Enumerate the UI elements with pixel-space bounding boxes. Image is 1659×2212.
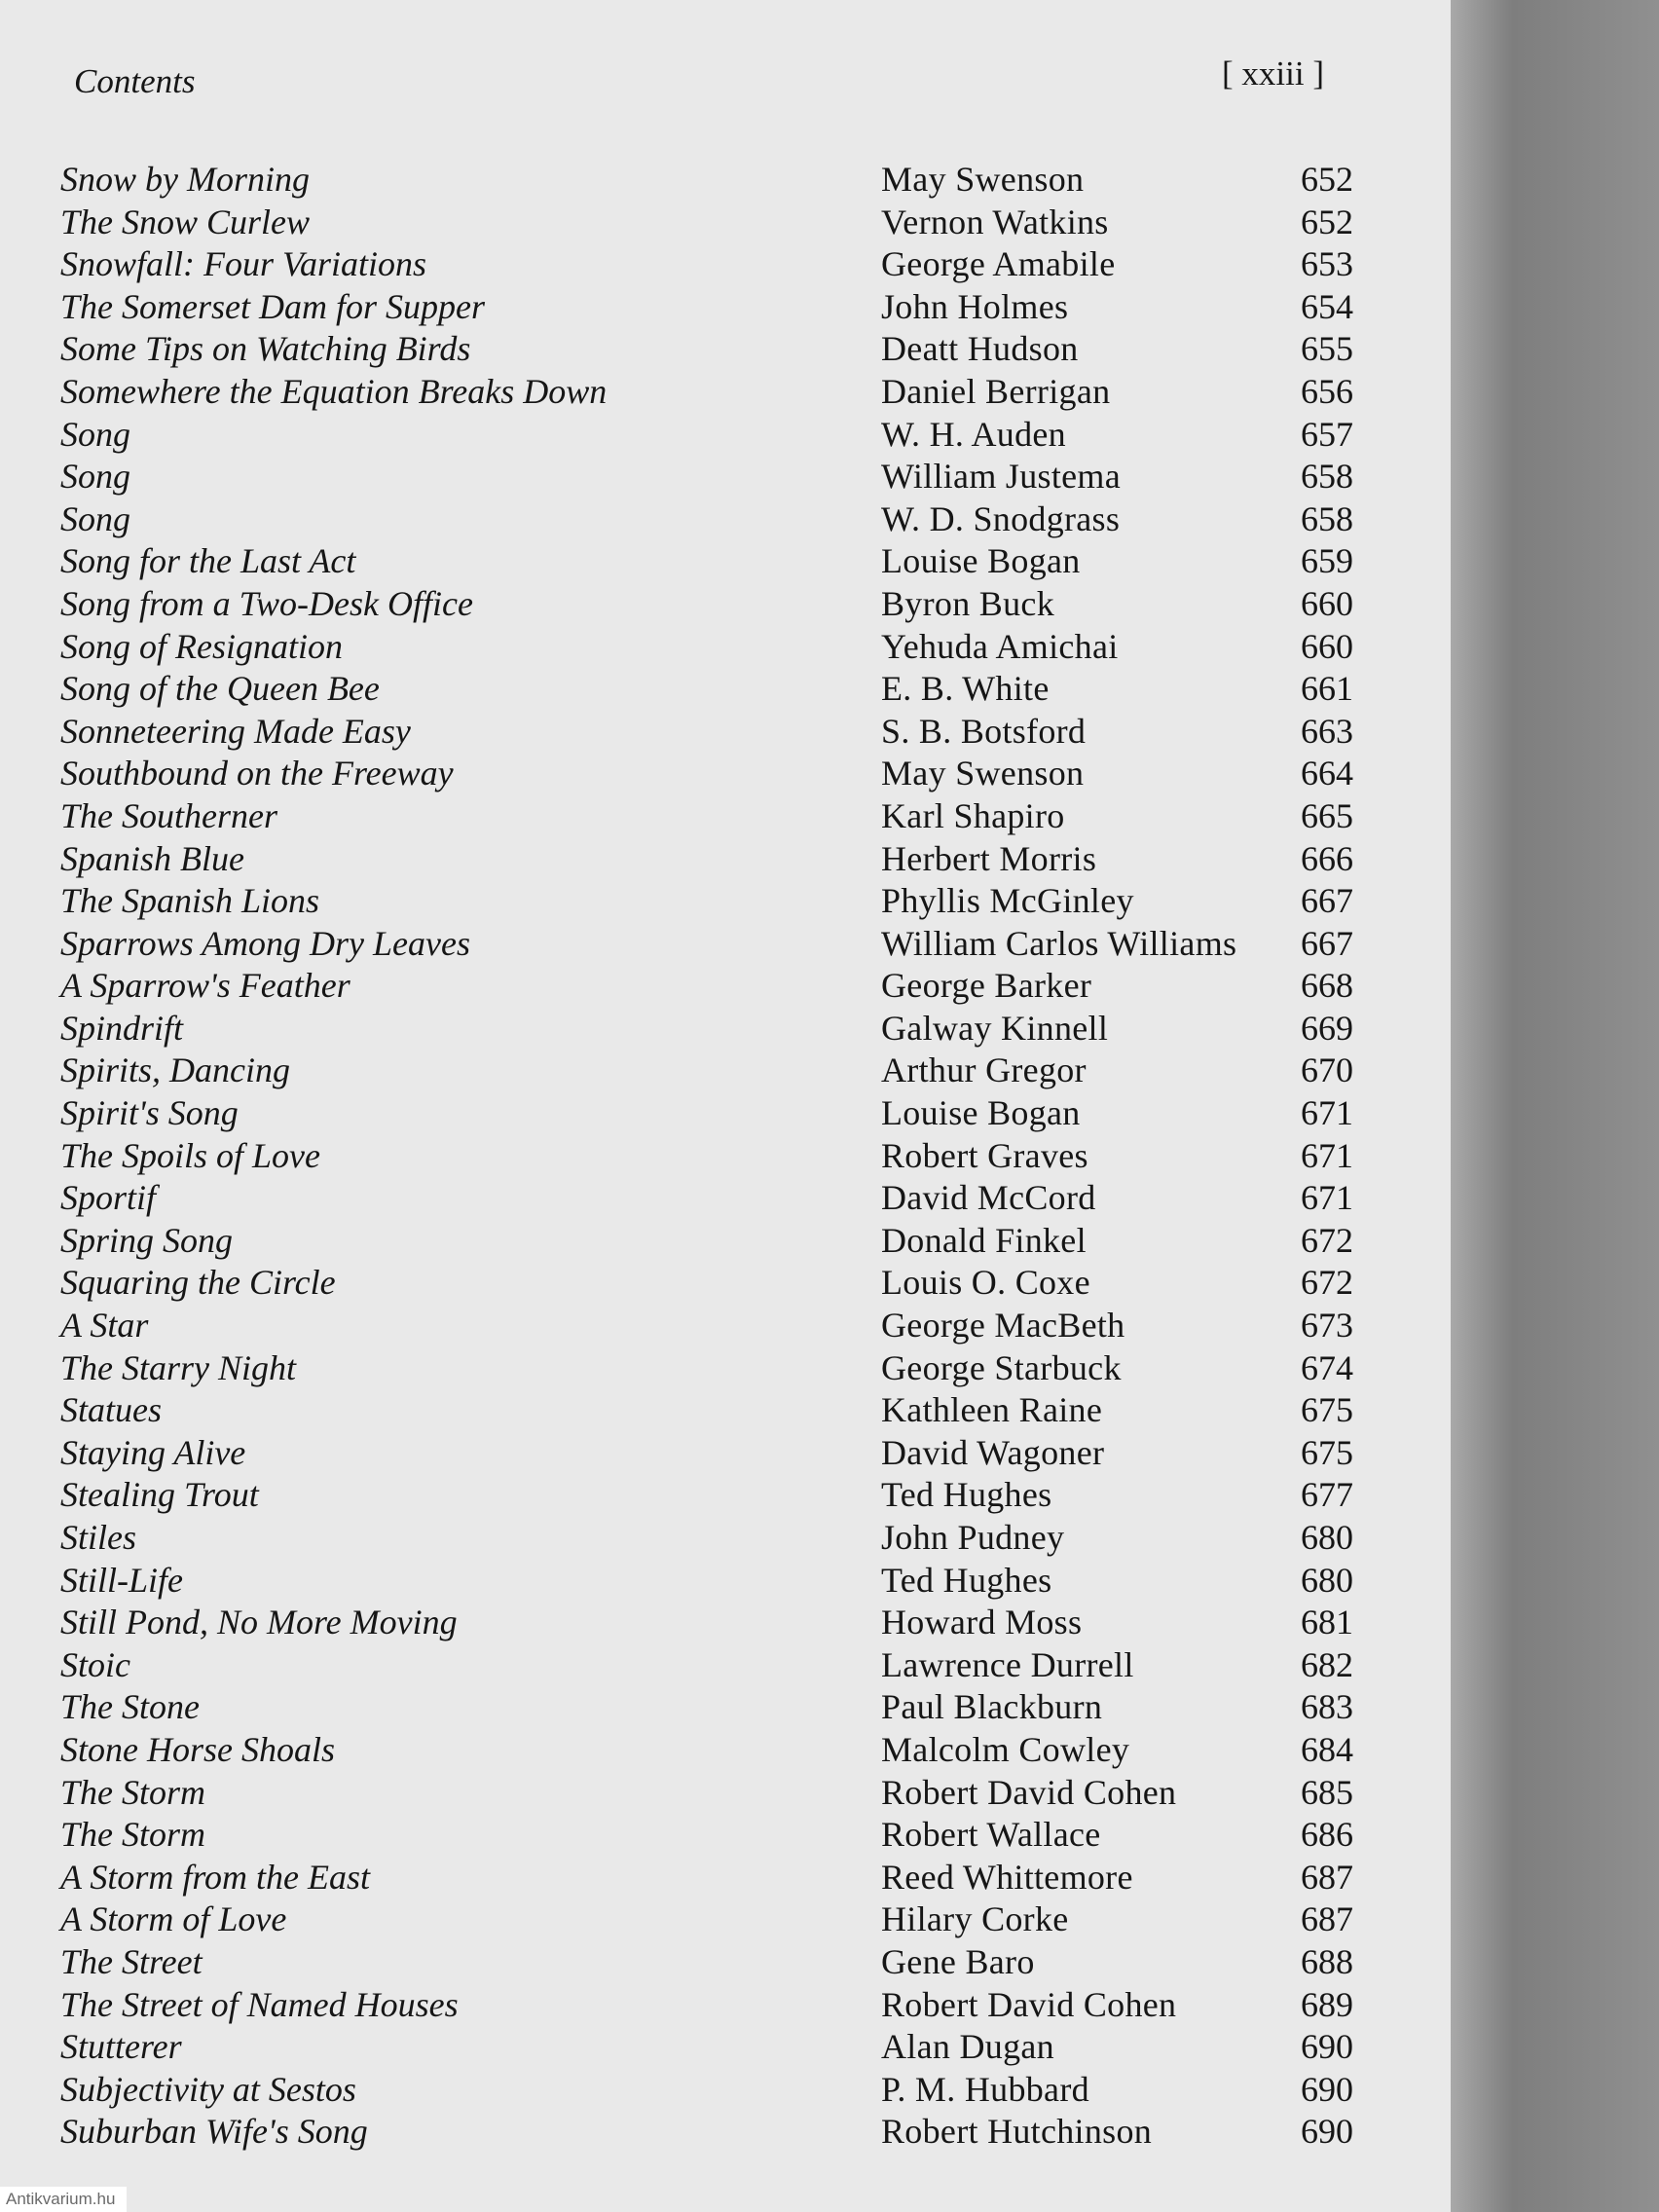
page-number: 681 xyxy=(1301,1603,1353,1642)
poem-title: The Storm xyxy=(60,1815,206,1855)
contents-entry xyxy=(0,1474,1451,1517)
poet-name: Vernon Watkins xyxy=(881,202,1109,241)
page-number: 654 xyxy=(1301,286,1353,326)
poet-name: Kathleen Raine xyxy=(881,1390,1103,1430)
poet-name: George Barker xyxy=(881,966,1092,1006)
poem-title: A Star xyxy=(60,1306,149,1346)
contents-entry xyxy=(0,1347,1451,1390)
poem-title: Some Tips on Watching Birds xyxy=(60,329,471,369)
poet-name: Ted Hughes xyxy=(881,1475,1052,1515)
contents-entry xyxy=(0,1941,1451,1984)
page-number: 690 xyxy=(1301,2069,1353,2109)
page-number: 667 xyxy=(1301,881,1353,921)
poet-name: John Pudney xyxy=(881,1518,1065,1557)
page-number: 653 xyxy=(1301,244,1353,284)
contents-entry xyxy=(0,1686,1451,1729)
contents-entry xyxy=(0,1602,1451,1644)
poet-name: Malcolm Cowley xyxy=(881,1729,1130,1769)
page-number: 672 xyxy=(1301,1220,1353,1260)
page-number: 675 xyxy=(1301,1390,1353,1430)
poet-name: May Swenson xyxy=(881,754,1085,793)
contents-entry xyxy=(0,202,1451,244)
contents-entry xyxy=(0,965,1451,1008)
poet-name: Ted Hughes xyxy=(881,1560,1052,1600)
poet-name: George MacBeth xyxy=(881,1306,1125,1346)
page-number: 673 xyxy=(1301,1306,1353,1346)
poem-title: Stiles xyxy=(60,1518,136,1557)
contents-entry xyxy=(0,1262,1451,1305)
page-number: 658 xyxy=(1301,498,1353,538)
contents-entry xyxy=(0,1772,1451,1815)
contents-entry xyxy=(0,880,1451,923)
poem-title: Sonneteering Made Easy xyxy=(60,711,411,751)
page-number: 680 xyxy=(1301,1518,1353,1557)
contents-entry xyxy=(0,1899,1451,1941)
poem-title: A Storm of Love xyxy=(60,1899,287,1939)
contents-entry xyxy=(0,159,1451,202)
page-number: 686 xyxy=(1301,1815,1353,1855)
poet-name: John Holmes xyxy=(881,286,1069,326)
poet-name: Phyllis McGinley xyxy=(881,881,1134,921)
poet-name: William Justema xyxy=(881,457,1122,497)
poem-title: Subjectivity at Sestos xyxy=(60,2069,356,2109)
poet-name: Deatt Hudson xyxy=(881,329,1079,369)
poet-name: W. D. Snodgrass xyxy=(881,498,1121,538)
contents-entry xyxy=(0,1814,1451,1857)
poet-name: Reed Whittemore xyxy=(881,1857,1133,1897)
contents-entry xyxy=(0,540,1451,583)
contents-entry xyxy=(0,668,1451,711)
contents-entry xyxy=(0,2069,1451,2112)
page-number: 682 xyxy=(1301,1644,1353,1684)
poet-name: Robert David Cohen xyxy=(881,1984,1177,2024)
poem-title: Song xyxy=(60,498,130,538)
page-number: 663 xyxy=(1301,711,1353,751)
contents-entry xyxy=(0,456,1451,498)
page-number: 677 xyxy=(1301,1475,1353,1515)
contents-entry xyxy=(0,2026,1451,2069)
contents-entry xyxy=(0,1729,1451,1772)
poet-name: S. B. Botsford xyxy=(881,711,1087,751)
page-number: 669 xyxy=(1301,1008,1353,1048)
poet-name: Robert Hutchinson xyxy=(881,2112,1153,2152)
page-number: 657 xyxy=(1301,414,1353,454)
poem-title: Stoic xyxy=(60,1644,130,1684)
poet-name: Karl Shapiro xyxy=(881,795,1065,835)
page-number: 652 xyxy=(1301,202,1353,241)
contents-entry xyxy=(0,1517,1451,1560)
poem-title: Southbound on the Freeway xyxy=(60,754,454,793)
book-binding-shadow xyxy=(1451,0,1659,2212)
page-number: 680 xyxy=(1301,1560,1353,1600)
page-number: 672 xyxy=(1301,1263,1353,1303)
page-number: 660 xyxy=(1301,583,1353,623)
poem-title: Spirit's Song xyxy=(60,1093,239,1133)
contents-list xyxy=(0,159,1451,2154)
poet-name: Galway Kinnell xyxy=(881,1008,1109,1048)
poem-title: Song for the Last Act xyxy=(60,541,356,581)
page-number: 675 xyxy=(1301,1432,1353,1472)
page-number: 656 xyxy=(1301,371,1353,411)
poet-name: Lawrence Durrell xyxy=(881,1644,1134,1684)
page-number: 661 xyxy=(1301,669,1353,709)
page-number: 671 xyxy=(1301,1178,1353,1218)
poem-title: Stutterer xyxy=(60,2027,182,2067)
poet-name: Louis O. Coxe xyxy=(881,1263,1090,1303)
contents-entry xyxy=(0,498,1451,541)
page-number: 658 xyxy=(1301,457,1353,497)
poem-title: Spindrift xyxy=(60,1008,184,1048)
page-number: 684 xyxy=(1301,1729,1353,1769)
poet-name: Robert Graves xyxy=(881,1135,1088,1175)
poet-name: Daniel Berrigan xyxy=(881,371,1111,411)
poet-name: Donald Finkel xyxy=(881,1220,1087,1260)
contents-entry xyxy=(0,2111,1451,2154)
contents-entry xyxy=(0,795,1451,838)
contents-entry xyxy=(0,1305,1451,1347)
contents-entry xyxy=(0,923,1451,966)
poet-name: Howard Moss xyxy=(881,1603,1083,1642)
poem-title: Sportif xyxy=(60,1178,157,1218)
contents-entry xyxy=(0,243,1451,286)
poem-title: Squaring the Circle xyxy=(60,1263,336,1303)
poet-name: Robert David Cohen xyxy=(881,1772,1177,1812)
poet-name: Louise Bogan xyxy=(881,541,1081,581)
page-number: 660 xyxy=(1301,626,1353,666)
poem-title: The Snow Curlew xyxy=(60,202,311,241)
contents-entry xyxy=(0,626,1451,669)
poem-title: Staying Alive xyxy=(60,1432,246,1472)
page-number: 667 xyxy=(1301,923,1353,963)
poet-name: W. H. Auden xyxy=(881,414,1066,454)
contents-entry xyxy=(0,371,1451,414)
poem-title: The Street xyxy=(60,1941,203,1981)
poem-title: The Spoils of Love xyxy=(60,1135,320,1175)
poet-name: May Swenson xyxy=(881,160,1085,199)
page-number: 659 xyxy=(1301,541,1353,581)
page-number: 655 xyxy=(1301,329,1353,369)
poet-name: Robert Wallace xyxy=(881,1815,1101,1855)
poem-title: Snow by Morning xyxy=(60,160,310,199)
contents-entry xyxy=(0,1857,1451,1899)
poet-name: William Carlos Williams xyxy=(881,923,1237,963)
page-number: 683 xyxy=(1301,1687,1353,1727)
contents-entry xyxy=(0,1135,1451,1178)
contents-entry xyxy=(0,1220,1451,1263)
page-number: 665 xyxy=(1301,795,1353,835)
watermark: Antikvarium.hu xyxy=(0,2187,127,2212)
contents-entry xyxy=(0,1984,1451,2027)
page-number: 674 xyxy=(1301,1347,1353,1387)
poem-title: Suburban Wife's Song xyxy=(60,2112,368,2152)
poem-title: Spirits, Dancing xyxy=(60,1051,291,1090)
contents-entry xyxy=(0,1389,1451,1432)
poem-title: Still Pond, No More Moving xyxy=(60,1603,458,1642)
page-number: 690 xyxy=(1301,2027,1353,2067)
page-number: 671 xyxy=(1301,1093,1353,1133)
poem-title: The Starry Night xyxy=(60,1347,297,1387)
poet-name: Louise Bogan xyxy=(881,1093,1081,1133)
poem-title: Song of Resignation xyxy=(60,626,343,666)
page-number: 666 xyxy=(1301,838,1353,878)
page-number: 671 xyxy=(1301,1135,1353,1175)
poem-title: Sparrows Among Dry Leaves xyxy=(60,923,470,963)
poet-name: George Starbuck xyxy=(881,1347,1122,1387)
contents-entry xyxy=(0,1050,1451,1092)
contents-entry xyxy=(0,711,1451,754)
contents-entry xyxy=(0,1092,1451,1135)
contents-entry xyxy=(0,1008,1451,1051)
poem-title: Song from a Two-Desk Office xyxy=(60,583,473,623)
poem-title: A Sparrow's Feather xyxy=(60,966,350,1006)
poem-title: The Stone xyxy=(60,1687,200,1727)
poem-title: Stealing Trout xyxy=(60,1475,259,1515)
poet-name: Gene Baro xyxy=(881,1941,1035,1981)
poem-title: Spring Song xyxy=(60,1220,234,1260)
poem-title: Snowfall: Four Variations xyxy=(60,244,427,284)
poet-name: Yehuda Amichai xyxy=(881,626,1119,666)
poem-title: The Storm xyxy=(60,1772,206,1812)
contents-entry xyxy=(0,583,1451,626)
contents-entry xyxy=(0,1432,1451,1475)
contents-entry xyxy=(0,838,1451,881)
contents-entry xyxy=(0,1644,1451,1687)
page-number: 687 xyxy=(1301,1857,1353,1897)
poet-name: P. M. Hubbard xyxy=(881,2069,1089,2109)
poet-name: Herbert Morris xyxy=(881,838,1097,878)
poem-title: A Storm from the East xyxy=(60,1857,371,1897)
page-number: 688 xyxy=(1301,1941,1353,1981)
poet-name: Paul Blackburn xyxy=(881,1687,1103,1727)
poem-title: Still-Life xyxy=(60,1560,183,1600)
running-head-section: Contents xyxy=(74,62,196,100)
poet-name: George Amabile xyxy=(881,244,1116,284)
page-number: 670 xyxy=(1301,1051,1353,1090)
running-head-page-number: [ xxiii ] xyxy=(1222,55,1324,92)
poet-name: Arthur Gregor xyxy=(881,1051,1087,1090)
page-number: 690 xyxy=(1301,2112,1353,2152)
contents-entry xyxy=(0,1177,1451,1220)
poem-title: Song xyxy=(60,414,130,454)
poem-title: Spanish Blue xyxy=(60,838,244,878)
page-number: 689 xyxy=(1301,1984,1353,2024)
poet-name: Byron Buck xyxy=(881,583,1054,623)
page-number: 687 xyxy=(1301,1899,1353,1939)
poet-name: David McCord xyxy=(881,1178,1096,1218)
contents-entry xyxy=(0,286,1451,329)
poem-title: The Somerset Dam for Supper xyxy=(60,286,485,326)
poem-title: Stone Horse Shoals xyxy=(60,1729,335,1769)
poem-title: Song of the Queen Bee xyxy=(60,669,380,709)
poet-name: Alan Dugan xyxy=(881,2027,1054,2067)
poet-name: David Wagoner xyxy=(881,1432,1105,1472)
contents-entry xyxy=(0,1560,1451,1603)
page-number: 652 xyxy=(1301,160,1353,199)
poem-title: The Southerner xyxy=(60,795,277,835)
page-number: 664 xyxy=(1301,754,1353,793)
page-number: 685 xyxy=(1301,1772,1353,1812)
poem-title: Song xyxy=(60,457,130,497)
poem-title: Somewhere the Equation Breaks Down xyxy=(60,371,608,411)
contents-entry xyxy=(0,414,1451,457)
poet-name: Hilary Corke xyxy=(881,1899,1069,1939)
poem-title: The Spanish Lions xyxy=(60,881,320,921)
poem-title: The Street of Named Houses xyxy=(60,1984,459,2024)
poet-name: E. B. White xyxy=(881,669,1050,709)
contents-entry xyxy=(0,328,1451,371)
page-number: 668 xyxy=(1301,966,1353,1006)
poem-title: Statues xyxy=(60,1390,162,1430)
contents-entry xyxy=(0,753,1451,795)
